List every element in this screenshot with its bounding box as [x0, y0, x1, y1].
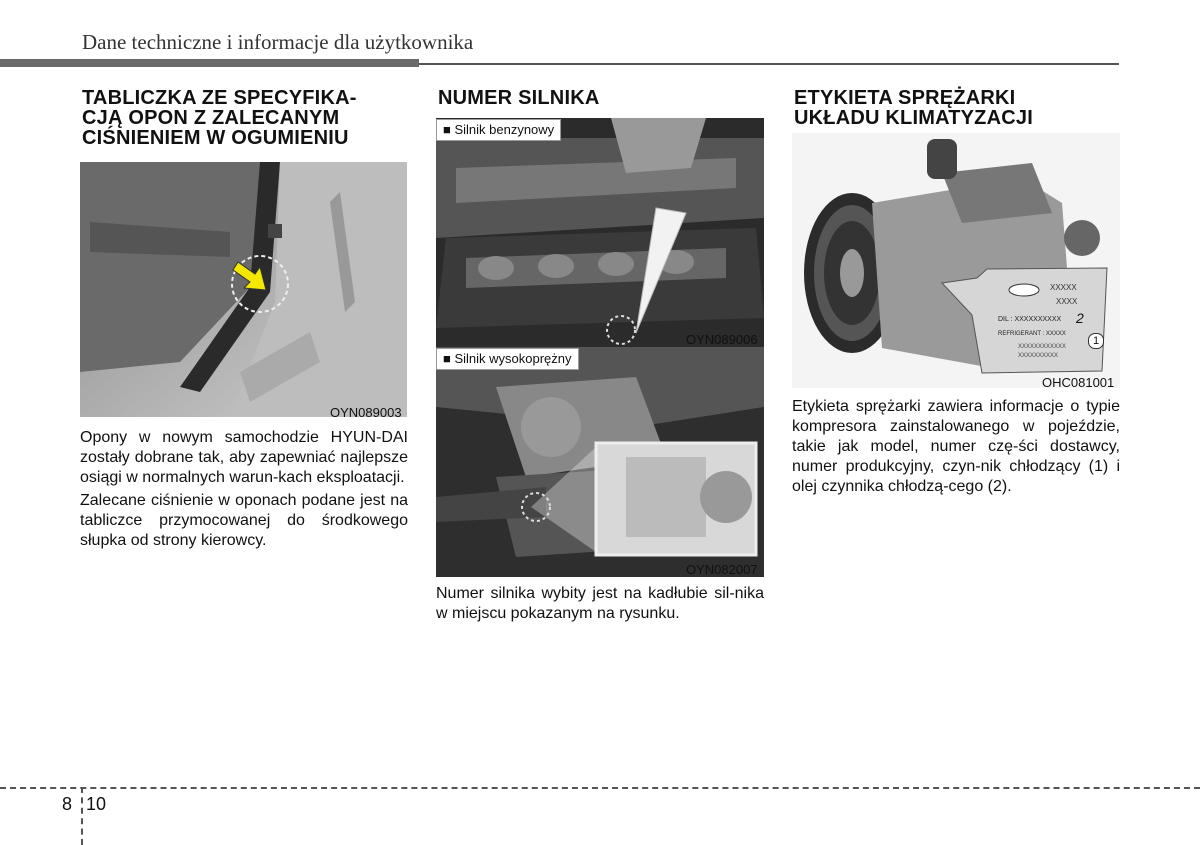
label-line: DIL : XXXXXXXXXX	[998, 316, 1062, 323]
label-line: XXXX	[1056, 297, 1078, 306]
page-number: 10	[86, 794, 107, 814]
heading-line: ETYKIETA SPRĘŻARKI	[794, 87, 1016, 109]
image-code: OYN089006	[686, 332, 758, 347]
footer-divider	[0, 787, 1200, 789]
footer-vertical-divider	[81, 787, 83, 845]
header-bar	[0, 59, 419, 67]
section-number: 8	[62, 794, 73, 814]
page-header-title: Dane techniczne i informacje dla użytkownika	[82, 30, 474, 54]
heading-line: TABLICZKA ZE SPECYFIKA-	[82, 87, 357, 109]
image-label: ■ Silnik benzynowy	[436, 119, 561, 141]
label-mark-1: 1	[1088, 333, 1104, 349]
paragraph: Etykieta sprężarki zawiera informacje o typie kompresora zainstalowanego w pojeździe, takie jak model, numer czę-ści dostawcy, numer produkcyjny, czyn-nik chłodzący (1) i olej czynnika chłodzą-cego (2).	[792, 398, 1120, 495]
header-rule	[419, 63, 1119, 65]
heading-line: CJĄ OPON Z ZALECANYM	[82, 107, 340, 129]
image-code: OYN089003	[330, 405, 402, 420]
paragraph: Numer silnika wybity jest na kadłubie sil-nika w miejscu pokazanym na rysunku.	[436, 585, 764, 622]
label-line: XXXXX	[1050, 283, 1077, 292]
image-code: OYN082007	[686, 562, 758, 577]
tire-label-photo	[80, 162, 407, 417]
label-line: XXXXXXXXXX	[1018, 353, 1059, 359]
compressor-photo	[792, 133, 1120, 388]
tire-label-heading	[82, 88, 357, 148]
compressor-label-heading	[794, 88, 1033, 128]
paragraph: Opony w nowym samochodzie HYUN-DAI zostały dobrane tak, aby zapewniać najlepsze osiągi w normalnych warun-kach eksploatacji.	[80, 429, 408, 486]
heading-line: CIŚNIENIEM W OGUMIENIU	[82, 127, 349, 149]
paragraph: Zalecane ciśnienie w oponach podane jest na tabliczce przymocowanej do środkowego słupka od strony kierowcy.	[80, 492, 408, 549]
image-code: OHC081001	[1042, 375, 1115, 390]
engine-number-heading: NUMER SILNIKA	[438, 87, 600, 109]
col2-body	[436, 584, 764, 627]
image-label: ■ Silnik wysokoprężny	[436, 348, 579, 370]
petrol-engine-photo	[436, 118, 764, 348]
col1-body	[80, 428, 408, 554]
label-line: XXXXXXXXXXXX	[1018, 344, 1067, 350]
col3-body	[792, 397, 1120, 500]
diesel-engine-photo	[436, 347, 764, 577]
label-line: REFRIGERANT : XXXXX	[998, 331, 1066, 337]
label-mark-2: 2	[1076, 310, 1084, 326]
heading-line: UKŁADU KLIMATYZACJI	[794, 107, 1033, 129]
